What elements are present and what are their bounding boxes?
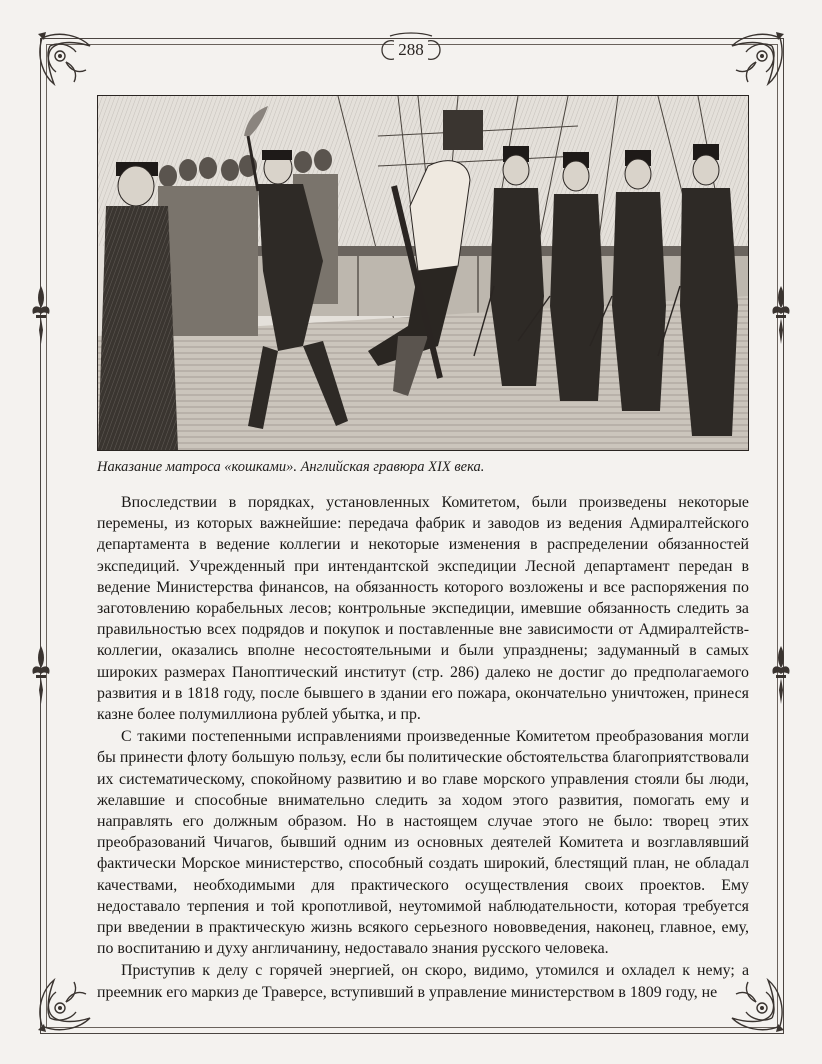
page-number-cartouche (376, 32, 446, 68)
paragraph: Приступив к делу с горячей энергией, он скоро, видимо, утомился и охладел к нему; а преемник его маркиз де Траверсе, вступивший в управление министерством в 1809 году, не (97, 962, 749, 1001)
paragraph: С такими постепенными исправлениями произведенные Комитетом преобразования могли бы принести флоту большую пользу, если бы политические обстоятельства благоприятствовали их систематическому, спокойному развитию и во главе морского управления стояли бы люди, желавшие и способные внимательно следить за ходом этого развития, помогать ему и направлять его должным образом. Но в настоящем случае этого не было: творец этих преобразований Чичагов, бывший одним из основных деятелей Комитета и возглавлявший фактически Морское министерство, способный создать широкий, блестящий план, не обладал качествами, необходимыми для практического осуществления своих проектов. Ему недоставало терпения и той кропотливой, неутомимой наблюдательности, которая требуется при введении в практическую жизнь всякого серьезного нововведения, наконец, главное, ему, по воспитанию и духу англичанину, недоставало знания русского человека. (97, 728, 749, 958)
paragraph: Впоследствии в порядках, установленных Комитетом, были произведены некоторые перемены, из которых важнейшие: передача фабрик и заводов из ведения Адмиралтейского департамента в ведение коллегии и некоторые изменения в распределении обязанностей экспедиций. Учрежденный при интендантской экспедиции Лесной департамент передан в ведение Министерства финансов, на обязанность которого возложены и все распоряжения по заготовлению корабельных лесов; контрольные экспедиции, имевшие обязанность следить за правильностью всех подрядов и покупок и поставленные вне зависимости от Адмиралтейств-коллегии, оказались вполне несостоятельными и были упразднены; задуманный в самых широких размерах Паноптический институт (стр. 286) далеко не достиг до предполагаемого развития и в 1818 году, после бывшего в здании его пожара, окончательно уничтожен, принеся казне более полумиллиона рублей убытка, и пр. (97, 494, 749, 724)
body-text (97, 492, 749, 1003)
fleur-de-lis-icon (769, 640, 793, 710)
flogging-scene-engraving-icon (98, 96, 748, 450)
corner-ornament-icon (30, 26, 100, 96)
corner-ornament-icon (30, 968, 100, 1038)
page-number: 288 (394, 40, 428, 60)
fleur-de-lis-icon (769, 280, 793, 350)
figure-caption: Наказание матроса «кошками». Английская гравюра XIX века. (97, 459, 485, 475)
engraving-illustration (97, 95, 749, 451)
fleur-de-lis-icon (29, 280, 53, 350)
fleur-de-lis-icon (29, 640, 53, 710)
corner-ornament-icon (722, 26, 792, 96)
